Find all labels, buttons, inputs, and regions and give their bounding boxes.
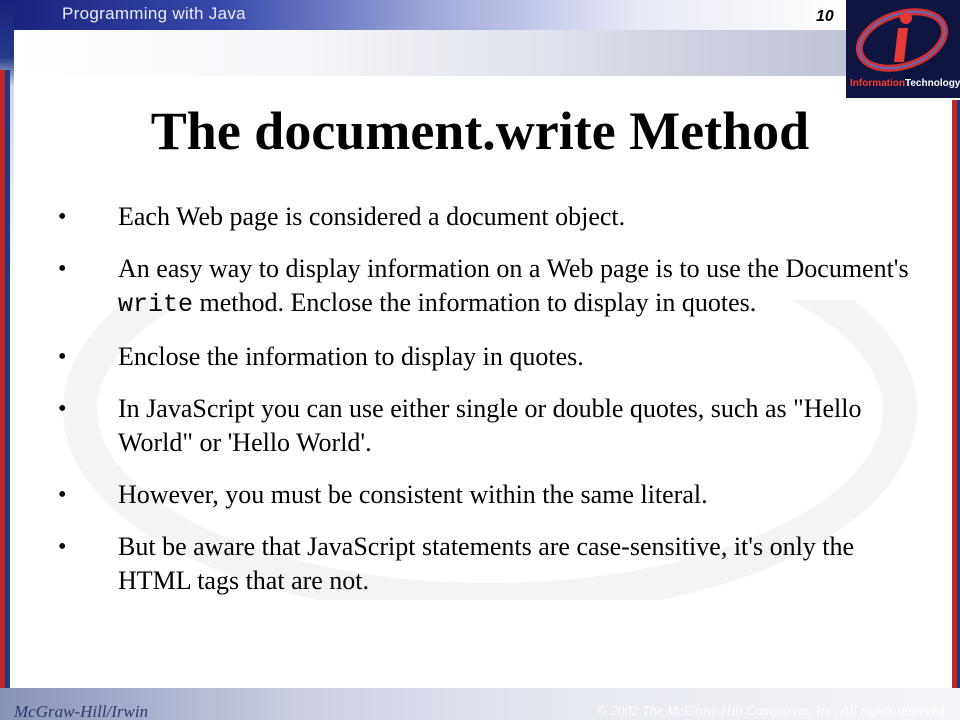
- footer-copyright: © 2002 The McGraw-Hill Companies, Inc. All rights reserved.: [596, 704, 948, 719]
- bullet-dot: •: [58, 396, 67, 422]
- bullet-text: Enclose the information to display in quotes.: [118, 342, 584, 371]
- header-band-light: [14, 30, 848, 76]
- bullet-item: [0, 340, 960, 374]
- bullet-text: Each Web page is considered a document object.: [118, 202, 626, 231]
- bullet-item: [0, 478, 960, 512]
- bullet-code: write: [118, 290, 194, 319]
- bullet-item: [0, 200, 960, 234]
- bullet-dot: •: [58, 204, 67, 230]
- bullet-text: method. Enclose the information to display in quotes.: [193, 288, 757, 317]
- footer-publisher: McGraw-Hill/Irwin: [14, 702, 149, 721]
- bullet-item: [0, 252, 960, 322]
- bullet-list: [0, 200, 960, 616]
- course-title: Programming with Java: [62, 4, 246, 23]
- information-technology-logo: [846, 0, 960, 98]
- logo-text-information: Information: [850, 78, 905, 89]
- page-number: 10: [816, 8, 834, 25]
- bullet-item: [0, 392, 960, 460]
- logo-text: [850, 78, 960, 89]
- bullet-dot: •: [58, 534, 67, 560]
- bullet-dot: •: [58, 344, 67, 370]
- logo-text-technology: Technology: [905, 78, 960, 89]
- bullet-text: An easy way to display information on a Web page is to use the Document's: [118, 254, 909, 283]
- bullet-dot: •: [58, 482, 67, 508]
- bullet-text: However, you must be consistent within the same literal.: [118, 480, 708, 509]
- footer-band: [0, 688, 960, 720]
- bullet-text: But be aware that JavaScript statements are case-sensitive, it's only the HTML tags that are not.: [118, 532, 855, 595]
- bullet-item: [0, 530, 960, 598]
- bullet-dot: •: [58, 256, 67, 282]
- slide-title: The document.write Method: [150, 101, 810, 161]
- bullet-text: In JavaScript you can use either single or double quotes, such as "Hello World" or 'Hello World'.: [118, 394, 862, 457]
